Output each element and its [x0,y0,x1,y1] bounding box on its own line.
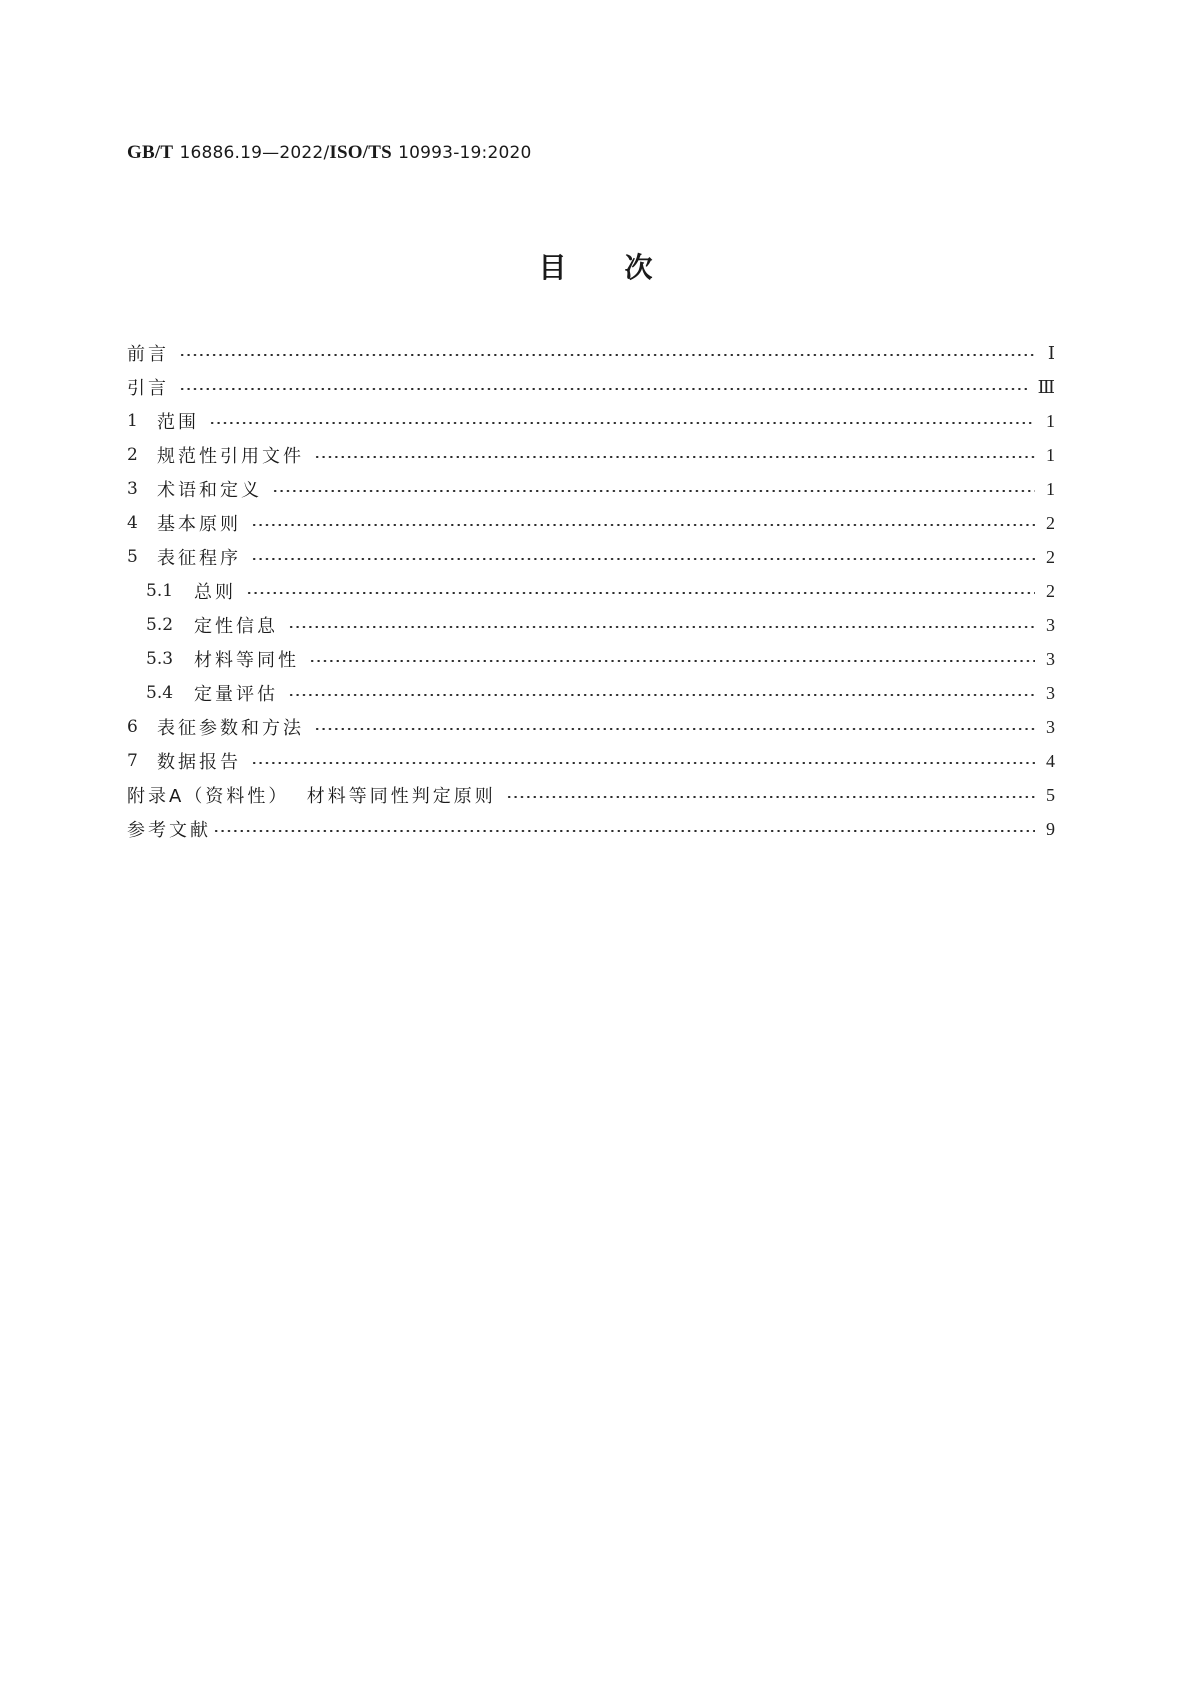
toc-entry-label: 范围 [157,412,199,433]
toc-entry-label: 定性信息 [194,616,278,637]
toc-entry-bibliography[interactable] [127,816,1055,842]
toc-entry-number: 5.1 [146,581,174,601]
toc-entry-label: 表征程序 [157,548,241,569]
dot-leader [506,796,1035,798]
toc-page-number: 1 [1046,444,1055,465]
toc-entry-number: 5.3 [146,649,174,669]
toc-page-number: 2 [1046,580,1055,601]
toc-page-number: 5 [1046,784,1055,805]
toc-entry-number: 2 [127,445,138,465]
toc-entry-number: 5.2 [146,615,174,635]
gb-number: 16886.19—2022/ [179,143,330,163]
toc-page-number: Ⅲ [1037,376,1055,397]
toc-entry-number: 4 [127,513,138,533]
toc-page-number: 3 [1046,648,1055,669]
toc-page-number: 2 [1046,512,1055,533]
toc-entry-label: 参考文献 [127,820,211,841]
toc-entry-number: 6 [127,717,138,737]
dot-leader [272,490,1035,492]
toc-entry-label: 表征参数和方法 [157,718,304,739]
toc-page-number: 3 [1046,682,1055,703]
gb-code: GB/T [127,142,174,163]
toc-entry-1[interactable] [127,408,1055,434]
toc-entry-2[interactable] [127,442,1055,468]
dot-leader [251,558,1035,560]
dot-leader [251,524,1035,526]
toc-entry-5-2[interactable] [127,612,1055,638]
toc-entry-label: 前言 [127,344,169,365]
toc-entry-number: 5.4 [146,683,174,703]
toc-entry-3[interactable] [127,476,1055,502]
dot-leader [179,354,1035,356]
dot-leader [251,762,1035,764]
toc-entry-5-3[interactable] [127,646,1055,672]
toc-entry-5-4[interactable] [127,680,1055,706]
dot-leader [314,456,1035,458]
toc-entry-annex-a[interactable] [127,782,1055,808]
toc-entry-introduction[interactable] [127,374,1055,400]
dot-leader [246,592,1035,594]
toc-entry-5[interactable] [127,544,1055,570]
dot-leader [209,422,1035,424]
iso-code: ISO/TS [329,142,392,163]
toc-page-number: 1 [1046,478,1055,499]
toc-entry-number: 3 [127,479,138,499]
toc-entry-4[interactable] [127,510,1055,536]
toc-entry-label: 附录A（资料性） 材料等同性判定原则 [127,786,496,807]
toc-entry-label: 引言 [127,378,169,399]
dot-leader [179,388,1028,390]
toc-entry-number: 1 [127,411,138,431]
toc-entry-7[interactable] [127,748,1055,774]
toc-entry-label: 规范性引用文件 [157,446,304,467]
toc-page-number: 1 [1046,410,1055,431]
toc-entry-foreword[interactable] [127,340,1055,366]
iso-number: 10993-19:2020 [398,143,532,163]
dot-leader [314,728,1035,730]
toc-entry-label: 材料等同性 [194,650,299,671]
toc-entry-label: 数据报告 [157,752,241,773]
toc-entry-label: 术语和定义 [157,480,262,501]
toc-entry-label: 定量评估 [194,684,278,705]
standard-number-header [127,141,532,164]
toc-entry-number: 5 [127,547,138,567]
toc-page-number: 2 [1046,546,1055,567]
toc-page-number: Ⅰ [1047,342,1055,363]
toc-entry-label: 基本原则 [157,514,241,535]
dot-leader [213,830,1035,832]
toc-page-number: 9 [1046,818,1055,839]
toc-page-number: 3 [1046,716,1055,737]
toc-page-number: 3 [1046,614,1055,635]
dot-leader [288,694,1035,696]
toc-entry-6[interactable] [127,714,1055,740]
page-title: 目次 [538,251,711,284]
toc-page-number: 4 [1046,750,1055,771]
toc-entry-number: 7 [127,751,138,771]
toc-entry-5-1[interactable] [127,578,1055,604]
dot-leader [309,660,1035,662]
dot-leader [288,626,1035,628]
toc-entry-label: 总则 [194,582,236,603]
